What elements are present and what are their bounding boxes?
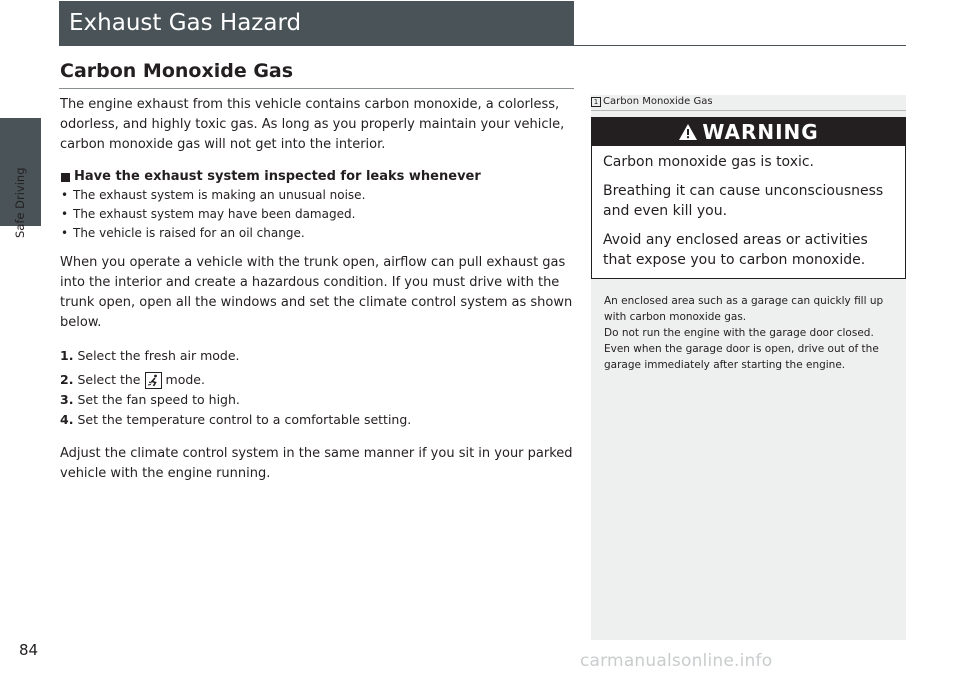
- step-item: [60, 410, 575, 430]
- list-item: • The vehicle is raised for an oil change.: [60, 224, 575, 243]
- cross-reference-icon: 1: [591, 97, 601, 107]
- step-number: 3.: [60, 392, 74, 407]
- page-number: 84: [19, 641, 39, 659]
- side-note-line: Even when the garage door is open, drive out of the garage immediately after starting the engine.: [604, 343, 879, 371]
- subheading-text: Have the exhaust system inspected for leaks whenever: [74, 169, 481, 184]
- side-note-divider: [591, 110, 906, 111]
- warning-box: [591, 117, 906, 279]
- step-number: 1.: [60, 348, 74, 363]
- step-text: Set the temperature control to a comfortable setting.: [77, 412, 412, 427]
- side-note-heading-text: Carbon Monoxide Gas: [603, 96, 713, 107]
- list-item: • The exhaust system may have been damaged.: [60, 205, 575, 224]
- warning-header: [592, 118, 905, 146]
- square-bullet-icon: [61, 173, 70, 182]
- step-item: [60, 390, 575, 410]
- sidebar-section-label: Safe Driving: [13, 167, 27, 238]
- step-number: 2.: [60, 372, 74, 387]
- step-item: [60, 370, 575, 390]
- warning-text: [592, 146, 905, 270]
- warning-line: Breathing it can cause unconsciousness and even kill you.: [603, 183, 884, 219]
- step-item: [60, 346, 575, 366]
- warning-label: WARNING: [702, 120, 819, 144]
- side-note-heading: [591, 96, 906, 107]
- parked-vehicle-paragraph: Adjust the climate control system in the same manner if you sit in your parked vehicle with the engine running.: [60, 446, 573, 481]
- trunk-open-paragraph: When you operate a vehicle with the trunk open, airflow can pull exhaust gas into the interior and create a hazardous condition. If you must drive with the trunk open, open all the windows and set the climate control system as shown below.: [60, 255, 573, 330]
- section-title: Carbon Monoxide Gas: [60, 60, 294, 82]
- section-divider: [59, 88, 574, 89]
- warning-triangle-icon: [678, 123, 698, 141]
- floor-vent-mode-icon: [145, 372, 162, 389]
- side-note-body: [604, 293, 900, 373]
- warning-line: Avoid any enclosed areas or activities that expose you to carbon monoxide.: [603, 232, 868, 268]
- climate-steps-list: [60, 346, 575, 430]
- list-item: • The exhaust system is making an unusual noise.: [60, 186, 575, 205]
- step-text: Select the fresh air mode.: [77, 348, 240, 363]
- inspection-bullet-list: [60, 186, 575, 243]
- watermark: carmanualsonline.info: [580, 651, 773, 671]
- step-number: 4.: [60, 412, 74, 427]
- side-note-line: Do not run the engine with the garage door closed.: [604, 327, 874, 339]
- step-text-pre: Select the: [77, 372, 141, 387]
- intro-paragraph: The engine exhaust from this vehicle contains carbon monoxide, a colorless, odorless, and highly toxic gas. As long as you properly maintain your vehicle, carbon monoxide gas will not get into the interior.: [60, 97, 565, 152]
- side-note-line: An enclosed area such as a garage can quickly fill up with carbon monoxide gas.: [604, 295, 884, 323]
- step-text: Set the fan speed to high.: [77, 392, 240, 407]
- subheading: [60, 168, 575, 186]
- page-title: Exhaust Gas Hazard: [59, 1, 574, 46]
- main-content: [60, 95, 575, 484]
- header-divider: [59, 45, 906, 46]
- warning-line: Carbon monoxide gas is toxic.: [603, 154, 815, 170]
- step-text-post: mode.: [165, 372, 205, 387]
